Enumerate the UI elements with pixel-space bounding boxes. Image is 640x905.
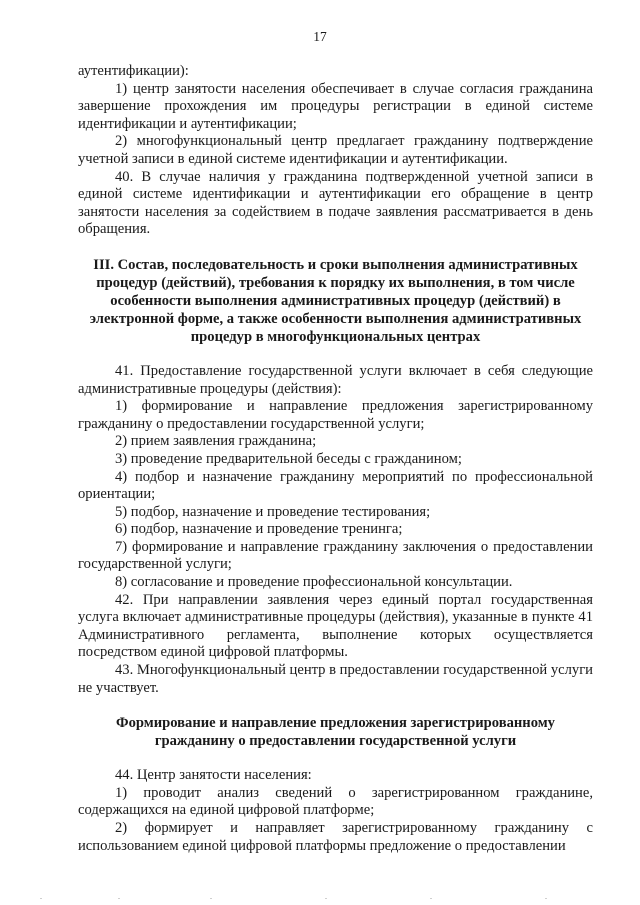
paragraph-44: 44. Центр занятости населения: [115, 767, 312, 784]
scan-mark [325, 898, 327, 899]
list-item: 4) подбор и назначение гражданину мероприятий по профессиональной ориентации; [78, 468, 593, 503]
scan-mark [118, 898, 120, 899]
scan-mark [40, 898, 42, 899]
page-number: 17 [313, 29, 327, 44]
section-heading-iii: III. Состав, последовательность и сроки выполнения административных процедур (действий), требования к порядку их выполнения, в том числе особенности выполнения административных процедур (действий) в электронной форме, а также особенности выполнения административных процедур в многофункциональных центрах [89, 256, 582, 345]
paragraph-item-1: 1) центр занятости населения обеспечивает в случае согласия гражданина завершение прохождения им процедуры регистрации в единой системе идентификации и аутентификации; [78, 80, 593, 132]
list-item: 5) подбор, назначение и проведение тестирования; [115, 503, 431, 520]
list-item: 1) формирование и направление предложения зарегистрированному гражданину о предоставлении государственной услуги; [78, 398, 593, 432]
paragraph-item-2: 2) многофункциональный центр предлагает гражданину подтверждение учетной записи в единой системе идентификации и аутентификации. [78, 133, 593, 167]
scan-mark [430, 898, 432, 899]
list-item: 7) формирование и направление гражданину заключения о предоставлении государственной услуги; [78, 538, 593, 573]
scan-mark [545, 898, 547, 899]
subsection-heading: Формирование и направление предложения зарегистрированному гражданину о предоставлении государственной услуги [116, 715, 555, 750]
paragraph-41: 41. Предоставление государственной услуги включает в себя следующие административные процедуры (действия): [78, 362, 593, 397]
list-item: 8) согласование и проведение профессиональной консультации. [115, 574, 513, 591]
list-item: 6) подбор, назначение и проведение тренинга; [115, 521, 403, 538]
list-item: 2) прием заявления гражданина; [115, 433, 317, 450]
list-item: 2) формирует и направляет зарегистрированному гражданину с использованием единой цифровой платформы предложение о предоставлении [78, 820, 593, 854]
paragraph-42: 42. При направлении заявления через единый портал государственная услуга включает административные процедуры (действия), указанные в пункте 41 Административного регламента, выполнение которых осуществляется посредством единой цифровой платформы. [78, 591, 593, 661]
scan-edge-marks [0, 898, 640, 902]
paragraph-43: 43. Многофункциональный центр в предоставлении государственной услуги не участвует. [78, 662, 593, 696]
list-item: 3) проведение предварительной беседы с гражданином; [115, 450, 462, 467]
list-item: 1) проводит анализ сведений о зарегистрированном гражданине, содержащихся на единой цифровой платформе; [78, 784, 593, 819]
document-body [78, 63, 593, 855]
paragraph-continuation: аутентификации): [78, 63, 189, 79]
scan-mark [210, 898, 212, 899]
paragraph-40: 40. В случае наличия у гражданина подтвержденной учетной записи в единой системе идентификации и аутентификации его обращение в центр занятости населения за содействием в подаче заявления рассматривается в день обращения. [78, 168, 593, 238]
